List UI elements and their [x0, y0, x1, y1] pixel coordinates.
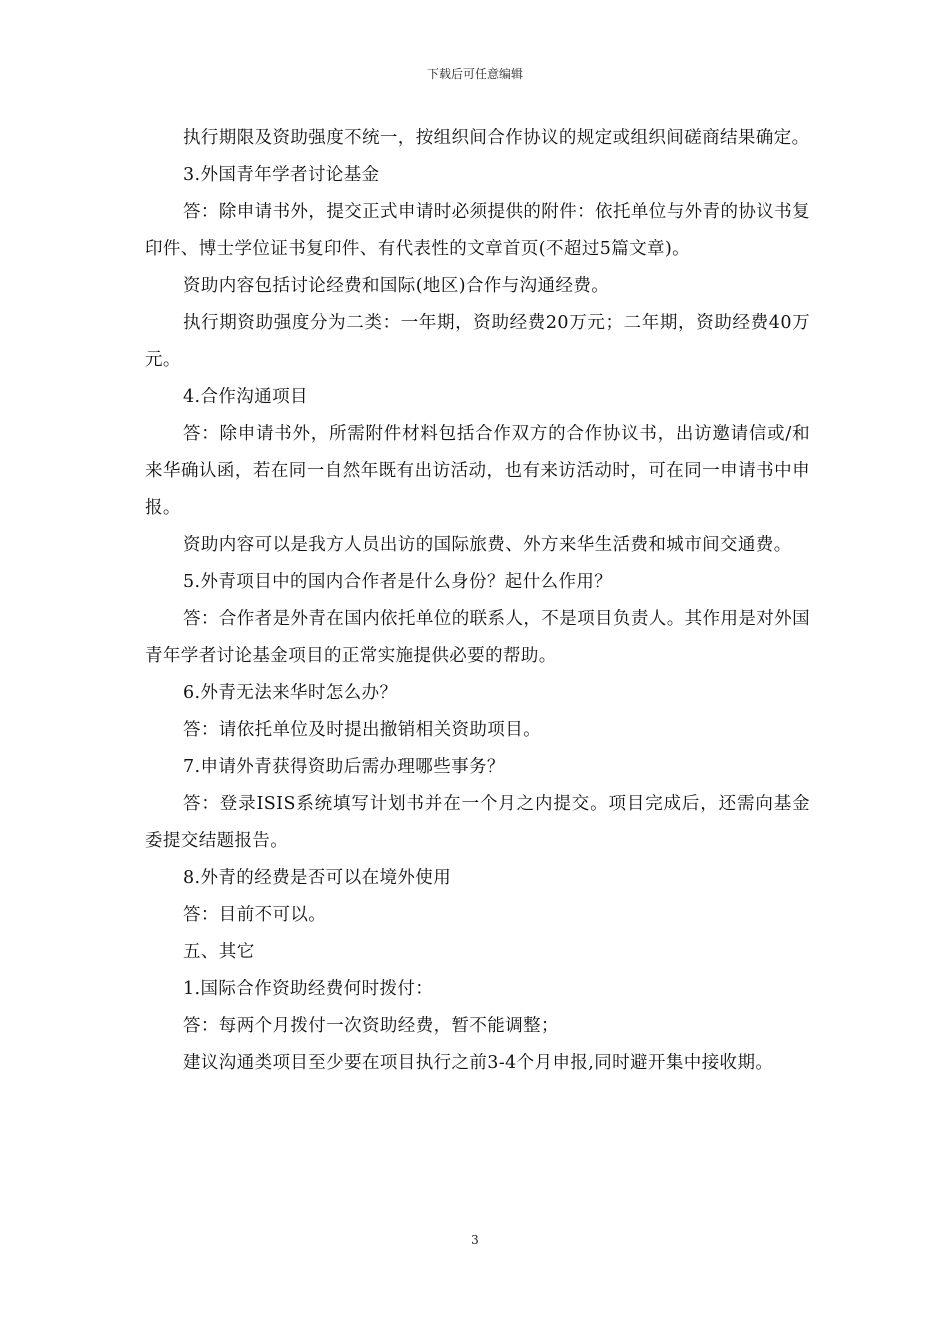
question-heading: 8.外青的经费是否可以在境外使用: [183, 868, 452, 888]
question-heading: 5.外青项目中的国内合作者是什么身份？起什么作用？: [183, 572, 613, 592]
paragraph: 答：每两个月拨付一次资助经费，暂不能调整；: [183, 1016, 559, 1036]
section-heading: 3.外国青年学者讨论基金: [183, 165, 380, 185]
paragraph: 执行期资助强度分为二类：一年期，资助经费20万元；二年期，资助经费40万元。: [145, 313, 810, 370]
paragraph: 答：除申请书外，提交正式申请时必须提供的附件：依托单位与外青的协议书复印件、博士学位证书复印件、有代表性的文章首页(不超过5篇文章)。: [145, 202, 810, 259]
paragraph: 资助内容可以是我方人员出访的国际旅费、外方来华生活费和城市间交通费。: [183, 535, 792, 555]
paragraph: 答：合作者是外青在国内依托单位的联系人，不是项目负责人。其作用是对外国青年学者讨论基金项目的正常实施提供必要的帮助。: [145, 609, 810, 666]
paragraph: 资助内容包括讨论经费和国际(地区)合作与沟通经费。: [183, 276, 610, 296]
paragraph: 答：目前不可以。: [183, 905, 327, 925]
document-body: [145, 120, 810, 1082]
paragraph: 建议沟通类项目至少要在项目执行之前3-4个月申报,同时避开集中接收期。: [183, 1053, 774, 1073]
page-header: 下载后可任意编辑: [426, 67, 523, 81]
paragraph: 答：登录ISIS系统填写计划书并在一个月之内提交。项目完成后，还需向基金委提交结题报告。: [145, 794, 810, 851]
section-heading: 4.合作沟通项目: [183, 387, 308, 407]
question-heading: 6.外青无法来华时怎么办？: [183, 683, 398, 703]
page-number: 3: [471, 1233, 479, 1247]
question-heading: 1.国际合作资助经费何时拨付：: [183, 979, 434, 999]
paragraph: 答：除申请书外，所需附件材料包括合作双方的合作协议书，出访邀请信或/和来华确认函，若在同一自然年既有出访活动，也有来访活动时，可在同一申请书中申报。: [145, 424, 810, 518]
question-heading: 7.申请外青获得资助后需办理哪些事务？: [183, 757, 505, 777]
paragraph: 答：请依托单位及时提出撤销相关资助项目。: [183, 720, 541, 740]
paragraph: 执行期限及资助强度不统一，按组织间合作协议的规定或组织间磋商结果确定。: [183, 128, 810, 148]
section-heading: 五、其它: [183, 942, 255, 962]
